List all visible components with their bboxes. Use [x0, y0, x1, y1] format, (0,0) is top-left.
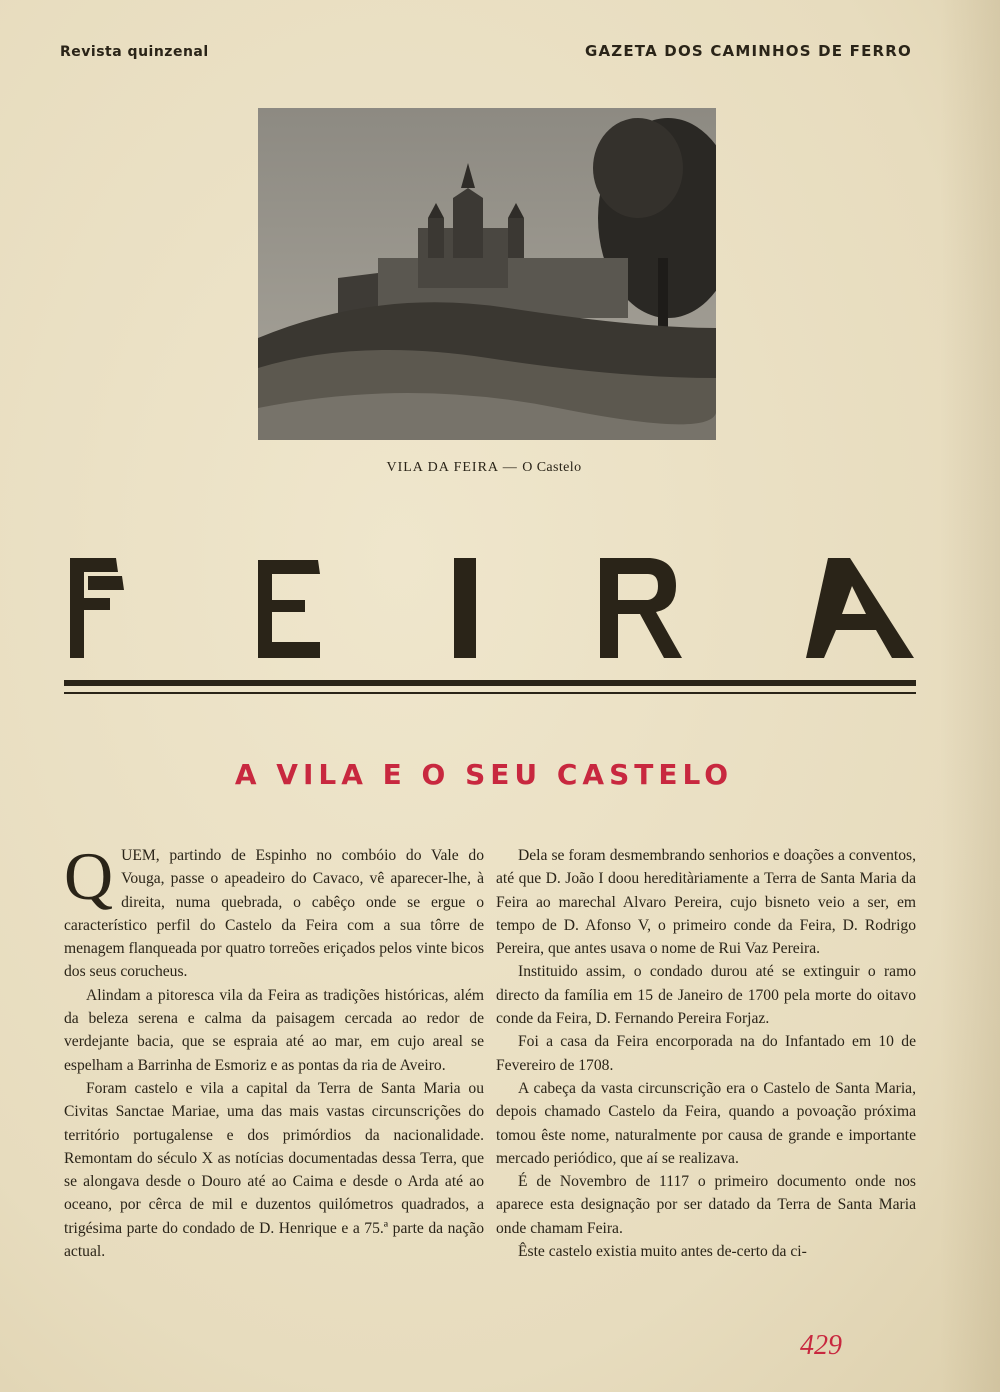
paragraph: Dela se foram desmembrando senhorios e doações a conventos, até que D. João I doou hereditàriamente a Terra de Santa Maria da Feira ao marechal Alvaro Pereira, cujo bisneto veio a ser, em tempo de D. Afonso V, o primeiro conde da Feira, D. Rodrigo Pereira, que antes usava o nome de Rui Vaz Pereira. [496, 847, 916, 958]
title-rule-thick [64, 680, 916, 686]
header-right: GAZETA DOS CAMINHOS DE FERRO [584, 42, 912, 60]
paragraph: Alindam a pitoresca vila da Feira as tradições históricas, além da beleza serena e calma da paisagem cercada ao redor de verdejante bacia, que se espraia até ao mar, em cujo areal se espelham a Barrinha de Esmoriz e as pontas da ria de Aveiro. [64, 986, 484, 1074]
title-rule-thin [64, 692, 916, 694]
title-feira [0, 540, 1000, 710]
subtitle: A VILA E O SEU CASTELO [234, 758, 734, 791]
castle-photo-icon [258, 108, 716, 440]
drop-cap: Q [64, 838, 114, 914]
paragraph: É de Novembro de 1117 o primeiro documento onde nos aparece esta designação por ser datado da Terra de Santa Maria onde chamam Feira. [496, 1173, 916, 1237]
page-number: 429 [800, 1330, 842, 1361]
paragraph: UEM, partindo de Espinho no combóio do Vale do Vouga, passe o apeadeiro do Cavaco, vê aparecer-lhe, à direita, numa quebrada, o cabêço onde se ergue o característico perfil do Castelo da Feira com a sua tôrre de menagem flanqueada por quatro torreões eriçados pelos vinte bicos dos seus corucheus. [64, 847, 485, 981]
paragraph: Foram castelo e vila a capital da Terra de Santa Maria ou Civitas Sanctae Mariae, uma das mais vastas circunscrições do território portugalense e dos primórdios da nacionalidade. Remontam do século X as notícias documentadas dessa Terra, que se alongava desde o Douro até ao Caima e desde o Arda até ao oceano, por cêrca de mil e duzentos quilómetros quadrados, a trigésima parte do condado de D. Henrique e a 75.ª parte da nação actual. [64, 1079, 484, 1261]
photo-caption [0, 460, 968, 476]
header-left: Revista quinzenal [60, 44, 209, 60]
caption-sub: O Castelo [522, 460, 582, 475]
caption-main: VILA DA FEIRA — [386, 460, 518, 475]
paragraph: Foi a casa da Feira encorporada na do Infantado em 10 de Fevereiro de 1708. [496, 1033, 916, 1074]
paragraph: A cabeça da vasta circunscrição era o Castelo de Santa Maria, depois chamado Castelo da Feira, quando a povoação próxima tomou êste nome, naturalmente por causa de grande e importante mercado periódico, que aí se realizava. [496, 1079, 916, 1167]
title-letter-f [70, 558, 124, 658]
paragraph: Instituido assim, o condado durou até se extinguir o ramo directo da família em 15 de Janeiro de 1700 pela morte do oitavo conde da Feira, D. Fernando Pereira Forjaz. [496, 963, 916, 1028]
title-letter-e [258, 560, 320, 658]
title-letter-a [806, 558, 914, 658]
title-letter-r [600, 558, 682, 658]
article-column-2 [496, 844, 916, 1263]
castle-photo [258, 108, 716, 440]
title-letter-i [454, 558, 476, 658]
article-column-1 [64, 838, 485, 1263]
paragraph: Êste castelo existia muito antes de-certo da ci- [518, 1243, 807, 1261]
